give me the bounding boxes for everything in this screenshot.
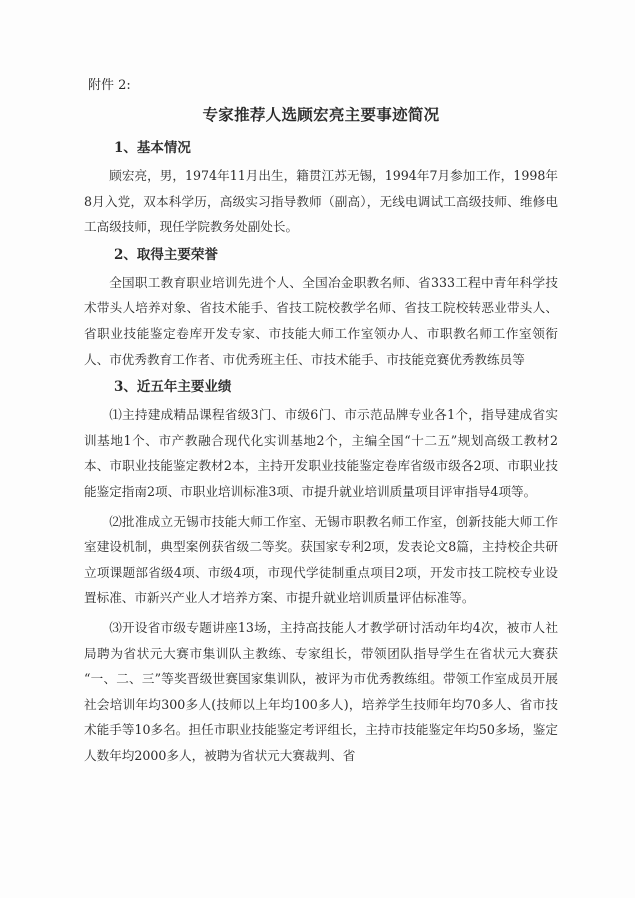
attachment-label: 附件 2: [88,78,131,93]
section-paragraph: ⑵批准成立无锡市技能大师工作室、无锡市职教名师工作室，创新技能大师工作室建设机制，典型案例获省级二等奖。获国家专利2项，发表论文8篇，主持校企共研立项课题部省级4项、市级4项，市现代学徒制重点项目2项，开发市技工院校专业设置标准、市新兴产业人才培养方案、市提升就业培训质量评估标准等。 [84,513,558,606]
section-honors [84,244,558,372]
section-paragraph: 顾宏亮，男，1974年11月出生，籍贯江苏无锡，1994年7月参加工作，1998年8月入党，双本科学历，高级实习指导教师（副高），无线电调试工高级技师、维修电工高级技师，现任学院教务处副处长。 [84,168,558,235]
section-basic-info [84,137,558,240]
section-paragraph: ⑴主持建成精品课程省级3门、市级6门、市示范品牌专业各1个，指导建成省实训基地1个、市产教融合现代化实训基地2个，主编全国“十二五”规划高级工教材2本、市职业技能鉴定教材2本，主持开发职业技能鉴定卷库省级市级各2项、市职业技能鉴定指南2项、市职业培训标准3项、市提升就业培训质量项目评审指导4项等。 [84,407,558,499]
section-heading: 3、近五年主要业绩 [114,379,232,396]
section-paragraph: ⑶开设省市级专题讲座13场，主持高技能人才教学研讨活动年均4次，被市人社局聘为省状元大赛市集训队主教练、专家组长，带领团队指导学生在省状元大赛获 “一、二、三”等奖晋级世赛国家集训队，被评为市优秀教练组。带领工作室成员开展社会培训年均300多人(技师以上年均100多人)，培养学生技师年均70多人、省市技术能手等10多名。担任市职业技能鉴定考评组长，主持市技能鉴定年均50多场，鉴定人数年均2000多人，被聘为省状元大赛裁判、省 [84,619,558,763]
document-body [84,76,558,768]
section-paragraph: 全国职工教育职业培训先进个人、全国冶金职教名师、省333工程中青年科学技术带头人培养对象、省技术能手、省技工院校教学名师、省技工院校转恶业带头人、省职业技能鉴定卷库开发专家、市技能大师工作室领办人、市职教名师工作室领衔人、市优秀教育工作者、市优秀班主任、市技术能手、市技能竞赛优秀教练员等 [84,274,558,367]
section-achievements [84,376,558,768]
document-title: 专家推荐人选顾宏亮主要事迹简况 [202,105,440,124]
section-heading: 2、取得主要荣誉 [114,246,218,263]
section-heading: 1、基本情况 [114,140,191,156]
